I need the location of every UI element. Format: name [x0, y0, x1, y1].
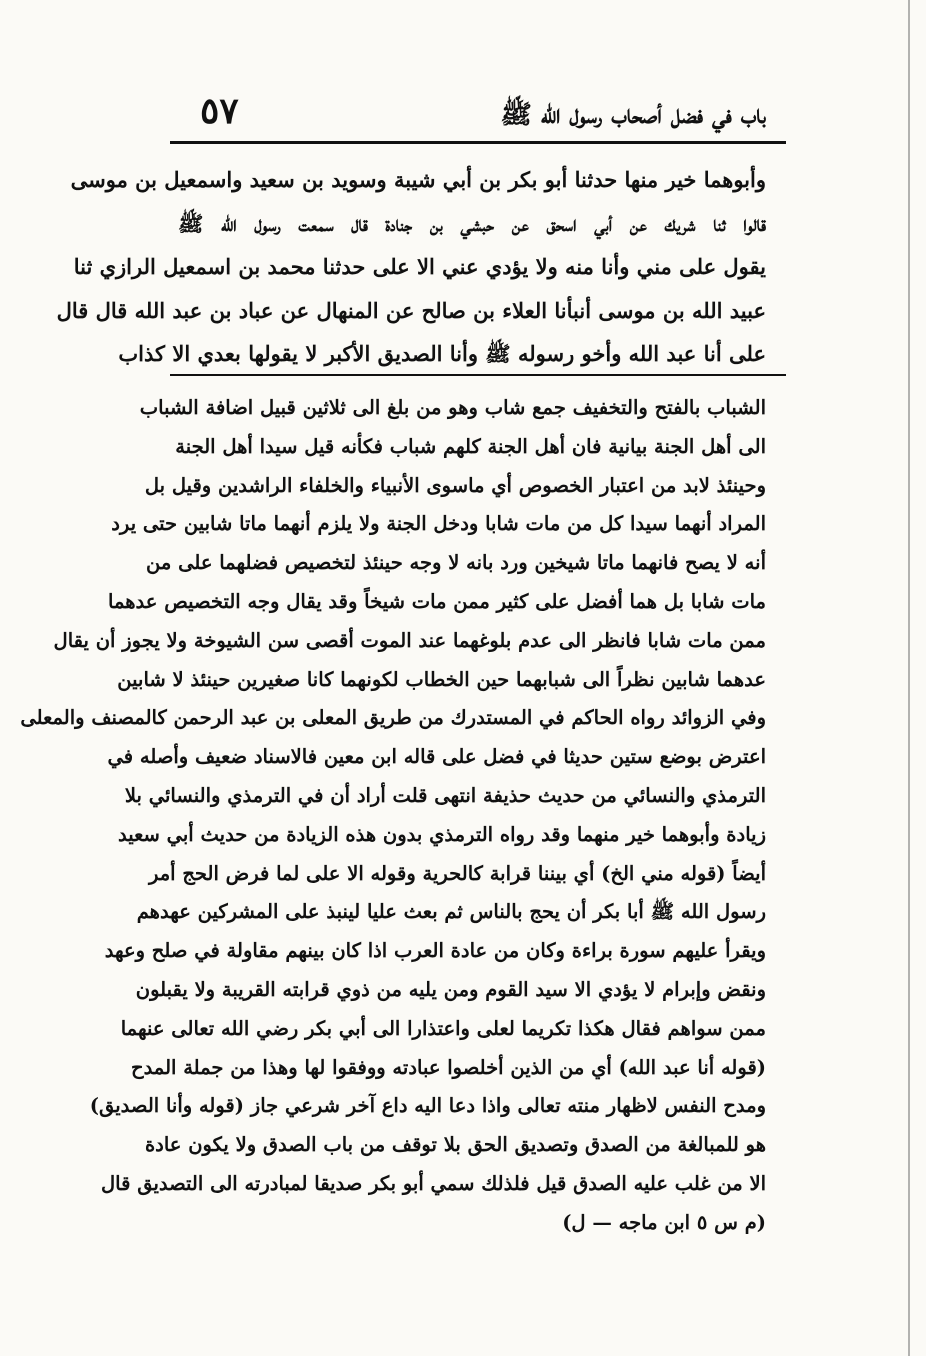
commentary-line: (قوله أنا عبد الله) أي من الذين أخلصوا عبادته ووفقوا لها وهذا من جملة المدح — [130, 1055, 766, 1079]
main-line: يقول على مني وأنا منه ولا يؤدي عني الا على حدثنا محمد بن اسمعيل الرازي ثنا — [73, 254, 766, 280]
commentary-line: ممن سواهم فقال هكذا تكريما لعلى واعتذارا الى أبي بكر رضي الله تعالى عنهما — [120, 1016, 766, 1040]
commentary-line: ممن مات شابا فانظر الى عدم بلوغهما عند الموت أقصى سن الشيوخة ولا يجوز أن يقال — [53, 628, 766, 652]
commentary-line: مات شابا بل هما أفضل على كثير ممن مات شيخاً وقد يقال وجه التخصيص عدهما — [108, 589, 766, 613]
commentary-line: الى أهل الجنة بيانية فان أهل الجنة كلهم شباب فكأنه قيل سيدا أهل الجنة — [175, 434, 766, 458]
main-line: على أنا عبد الله وأخو رسوله ﷺ وأنا الصديق الأكبر لا يقولها بعدي الا كذاب — [118, 341, 766, 367]
commentary-line: الترمذي والنسائي من حديث حذيفة انتهى قلت أراد أن في الترمذي والنسائي بلا — [124, 783, 766, 807]
commentary-line: الا من غلب عليه الصدق قيل فلذلك سمي أبو بكر صديقا لمبادرته الى التصديق قال — [100, 1171, 766, 1195]
main-hadith-text — [56, 158, 766, 376]
section-divider — [170, 374, 786, 376]
commentary-line: عدهما شابين نظراً الى شبابهما حين الخطاب لكونهما كانا صغيرين حينئذ لا شابين — [117, 667, 766, 691]
commentary-line: ونقض وإبرام لا يؤدي الا سيد القوم ومن يليه من ذوي قرابته القريبة ولا يقبلون — [135, 977, 766, 1001]
commentary-line: رسول الله ﷺ أبا بكر أن يحج بالناس ثم بعث عليا لينبذ على المشركين عهدهم — [136, 900, 766, 924]
commentary-line: الشباب بالفتح والتخفيف جمع شاب وهو من بلغ الى ثلاثين قبيل اضافة الشباب — [139, 396, 766, 419]
main-line: عبيد الله بن موسى أنبأنا العلاء بن صالح عن المنهال عن عباد بن عبد الله قال قال — [56, 297, 766, 323]
commentary-line: أيضاً (قوله مني الخ) أي بيننا قرابة كالحرية وقوله الا على لما فرض الحج أمر — [148, 861, 766, 885]
commentary-line: هو للمبالغة من الصدق وتصديق الحق بلا توقف من باب الصدق ولا يكون عادة — [144, 1133, 766, 1157]
commentary-line: اعترض بوضع ستين حديثا في فضل على قاله ابن معين فالاسناد ضعيف وأصله في — [107, 745, 766, 769]
chapter-title: باب في فضل أصحاب رسول الله ﷺ — [500, 100, 766, 130]
commentary-text — [20, 389, 766, 1243]
commentary-line: ويقرأ عليهم سورة براءة وكان من عادة العرب اذا كان بينهم مقاولة في صلح وعهد — [104, 939, 766, 963]
commentary-line: وفي الزوائد رواه الحاكم في المستدرك من طريق المعلى بن عبد الرحمن كالمصنف والمعلى — [20, 706, 766, 730]
header-rule — [170, 141, 786, 144]
main-line: قالوا ثنا شريك عن أبي اسحق عن حبشي بن جنادة قال سمعت رسول الله ﷺ — [178, 210, 766, 236]
source-reference: (م س ٥ ابن ماجه — ل) — [562, 1210, 766, 1234]
commentary-line: زيادة وأبوهما خير منهما وقد رواه الترمذي بدون هذه الزيادة من حديث أبي سعيد — [117, 822, 766, 846]
main-line: وأبوهما خير منها حدثنا أبو بكر بن أبي شيبة وسويد بن سعيد واسمعيل بن موسى — [70, 167, 766, 192]
commentary-line: أنه لا يصح فانهما ماتا شيخين ورد بانه لا وجه حينئذ لتخصيص فضلهما على من — [146, 551, 766, 575]
commentary-line: وحينئذ لابد من اعتبار الخصوص أي ماسوى الأنبياء والخلفاء الراشدين وقيل بل — [144, 473, 766, 497]
commentary-line: ومدح النفس لاظهار منته تعالى واذا دعا اليه داع آخر شرعي جاز (قوله وأنا الصديق) — [89, 1094, 766, 1118]
commentary-line: المراد أنهما سيدا كل من مات شابا ودخل الجنة ولا يلزم أنهما ماتا شابين حتى يرد — [111, 512, 766, 536]
running-header — [170, 90, 786, 136]
page-binding-edge — [908, 0, 920, 1356]
page-number: ٥٧ — [200, 90, 239, 132]
